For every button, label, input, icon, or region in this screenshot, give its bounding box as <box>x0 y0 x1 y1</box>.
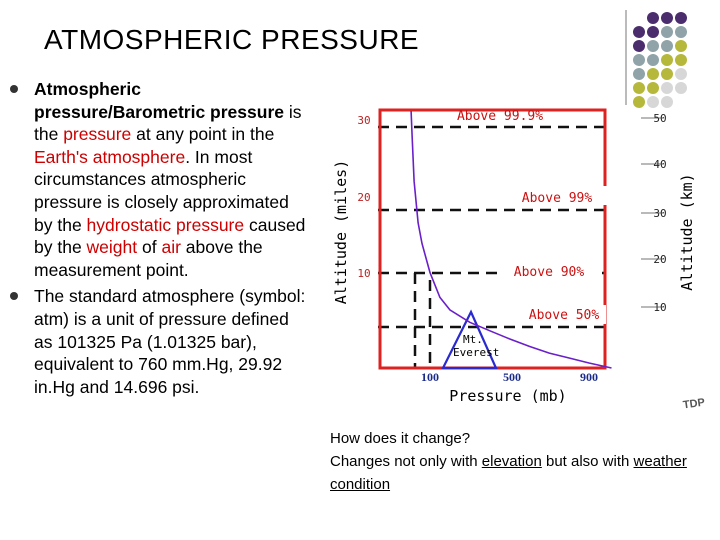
annotation-label: Above 99% <box>521 191 593 206</box>
km-tick-label: 10 <box>653 301 667 314</box>
slide-title: ATMOSPHERIC PRESSURE <box>44 24 420 55</box>
miles-tick-labels <box>357 114 370 280</box>
decorative-dot <box>675 26 687 38</box>
decorative-dot <box>647 40 659 52</box>
km-tick-label: 40 <box>653 158 667 171</box>
decorative-dot <box>675 54 687 66</box>
pressure-altitude-chart <box>325 100 720 420</box>
km-tick-label: 20 <box>653 253 667 266</box>
decorative-dot <box>633 82 645 94</box>
decorative-dot <box>647 26 659 38</box>
link-hydrostatic-pressure[interactable]: hydrostatic pressure <box>86 214 245 235</box>
decorative-dot <box>675 82 687 94</box>
link-earths-atmosphere[interactable]: Earth's atmosphere <box>34 146 186 167</box>
decorative-dot <box>647 82 659 94</box>
bullet-text: caused by the <box>34 214 306 258</box>
right-axis-label: Altitude (km) <box>678 173 696 291</box>
km-tick-label: 30 <box>653 207 667 220</box>
note-answer <box>330 450 710 496</box>
bullet-dot-icon <box>10 85 18 93</box>
change-note <box>330 427 710 496</box>
link-weight[interactable]: weight <box>86 237 138 258</box>
decorative-dot <box>675 68 687 80</box>
note-text: but also with <box>541 453 634 470</box>
bullet-text: . In most circumstances atmospheric pressure is closely approximated by the <box>34 146 289 235</box>
decorative-dot <box>647 68 659 80</box>
note-question: How does it change? <box>330 430 471 447</box>
mountain-label: Mt. <box>463 333 483 346</box>
bullet-text: above the measurement point. <box>34 237 263 280</box>
decorative-dot <box>633 68 645 80</box>
decorative-dot <box>675 40 687 52</box>
decorative-dot <box>647 54 659 66</box>
decorative-dot <box>661 68 673 80</box>
annotation-label: Above 90% <box>513 265 585 280</box>
annotation-label: Above 99.9% <box>456 109 544 124</box>
decorative-dot <box>661 12 673 24</box>
link-air[interactable]: air <box>161 237 181 258</box>
bullet-dot-icon <box>10 292 18 300</box>
miles-tick-label: 10 <box>357 267 371 280</box>
annotation-label: Above 50% <box>528 308 600 323</box>
pressure-curve <box>411 111 611 368</box>
x-tick-label: 100 <box>421 370 439 384</box>
tdp-logo: TDP <box>682 396 706 412</box>
link-pressure[interactable]: pressure <box>63 124 132 145</box>
decorative-dot <box>633 54 645 66</box>
bullet-item-standard-atmosphere <box>8 285 308 398</box>
x-axis-label: Pressure (mb) <box>449 387 567 405</box>
miles-tick-label: 20 <box>357 191 371 204</box>
term-atmospheric-pressure: Atmospheric pressure/Barometric pressure <box>34 79 284 122</box>
x-tick-labels <box>421 370 598 384</box>
link-elevation[interactable]: elevation <box>481 453 542 470</box>
x-tick-label: 500 <box>503 370 521 384</box>
link-weather-condition[interactable]: weather condition <box>330 453 687 493</box>
bullet-text: is the <box>34 101 302 145</box>
decorative-divider <box>625 10 627 105</box>
left-axis-label: Altitude (miles) <box>332 159 350 305</box>
bullet-text: of <box>137 237 162 258</box>
decorative-dot <box>661 40 673 52</box>
annotation-labels <box>457 109 607 324</box>
decorative-dot <box>675 12 687 24</box>
miles-tick-label: 30 <box>357 114 371 127</box>
note-text: Changes not only with <box>330 453 482 470</box>
decorative-dot <box>633 40 645 52</box>
km-tick-label: 50 <box>653 112 667 125</box>
decorative-dot <box>633 26 645 38</box>
mountain-label: Everest <box>453 346 500 359</box>
decorative-dot <box>661 26 673 38</box>
bullet-item-definition <box>8 78 308 281</box>
decorative-dot <box>661 82 673 94</box>
decorative-dot <box>661 54 673 66</box>
decorative-dot <box>647 12 659 24</box>
bullet-text: The standard atmosphere (symbol: atm) is a unit of pressure defined as 101325 Pa (1.01325 bar), equivalent to 760 mm.Hg, 29.92 in.Hg and 14.696 psi. <box>34 286 306 397</box>
x-tick-label: 900 <box>580 370 598 384</box>
bullet-text: at any point in the <box>131 124 275 145</box>
bullet-list <box>8 78 308 398</box>
